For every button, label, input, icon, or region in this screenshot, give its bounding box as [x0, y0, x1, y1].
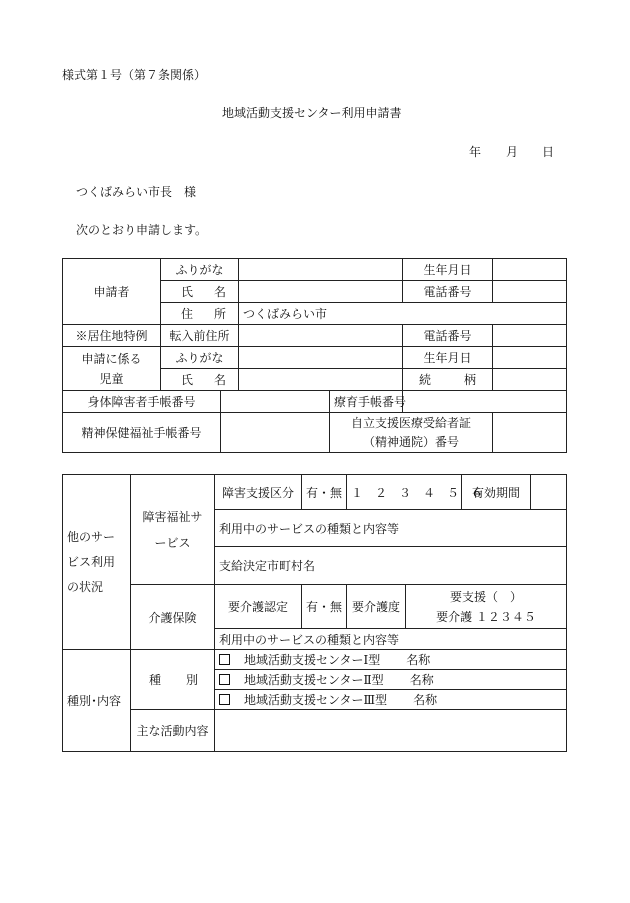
address-label	[161, 303, 239, 325]
main-activity-field[interactable]	[215, 710, 567, 752]
care-need-option: 要介護 １２３４５	[436, 609, 536, 624]
other-services-line2: ビス利用	[67, 554, 116, 569]
name-label-b: 名	[214, 285, 227, 299]
child-label-line1: 申請に係る	[81, 351, 142, 366]
type3-checkbox[interactable]	[219, 694, 230, 705]
applicant-label: 申請者	[63, 259, 161, 325]
dob-label: 生年月日	[403, 259, 493, 281]
name-label-a: 氏	[181, 285, 194, 299]
form-number: 様式第１号（第７条関係）	[62, 68, 207, 82]
type1-checkbox[interactable]	[219, 654, 230, 665]
child-furigana-field[interactable]	[239, 347, 403, 369]
residence-special-label: ※居住地特例	[63, 325, 161, 347]
main-activity-label: 主な活動内容	[131, 710, 215, 752]
child-name-label-a: 氏	[181, 373, 194, 387]
furigana-label: ふりがな	[161, 259, 239, 281]
name-field[interactable]	[239, 281, 403, 303]
relation-field[interactable]	[493, 369, 567, 391]
relation-label-b: 柄	[464, 373, 477, 387]
date-month-label: 月	[506, 145, 519, 159]
other-services-line3: の状況	[67, 579, 104, 594]
care-level-label: 要介護度	[347, 585, 406, 629]
validity-field[interactable]	[531, 475, 567, 510]
child-name-label-b: 名	[214, 373, 227, 387]
mental-health-label: 精神保健福祉手帳番号	[63, 413, 221, 453]
type3-option[interactable]	[215, 690, 567, 710]
welfare-service-label	[131, 475, 215, 585]
type3-name-label: 名称	[413, 693, 438, 707]
child-label-line2: 児童	[99, 371, 124, 386]
date-year-label: 年	[469, 145, 482, 159]
date-day-label: 日	[542, 145, 555, 159]
care-cert-label: 要介護認定	[215, 585, 302, 629]
name-label	[161, 281, 239, 303]
services-in-use-field[interactable]	[215, 510, 567, 547]
physical-disability-field[interactable]	[221, 391, 330, 413]
phone-field[interactable]	[493, 281, 567, 303]
type-label-a: 種	[149, 673, 162, 687]
care-services-in-use-field[interactable]	[215, 629, 567, 650]
support-category-levels[interactable]: １ ２ ３ ４ ５ ６	[347, 475, 462, 510]
mental-health-field[interactable]	[221, 413, 330, 453]
support-medical-line2: （精神通院）番号	[363, 434, 460, 449]
services-table	[62, 474, 567, 752]
relation-label	[403, 369, 493, 391]
type1-label: 地域活動支援センターⅠ型	[244, 653, 381, 667]
addressee: つくばみらい市長 様	[76, 185, 197, 199]
dob-field[interactable]	[493, 259, 567, 281]
relation-label-a: 続	[419, 373, 432, 387]
previous-address-label: 転入前住所	[161, 325, 239, 347]
welfare-service-line2: ービス	[154, 535, 191, 550]
type1-name-label: 名称	[406, 653, 431, 667]
ryoiku-label: 療育手帳番号	[330, 391, 403, 413]
child-label	[63, 347, 161, 391]
child-dob-field[interactable]	[493, 347, 567, 369]
care-level-field[interactable]	[406, 585, 567, 629]
address-label-b: 所	[214, 307, 227, 321]
page-title: 地域活動支援センター利用申請書	[222, 106, 402, 120]
type-label-b: 別	[185, 673, 198, 687]
other-services-line1: 他のサー	[67, 529, 116, 544]
type1-option[interactable]	[215, 650, 567, 670]
support-category-label: 障害支援区分	[215, 475, 302, 510]
other-services-label	[63, 475, 131, 650]
type3-label: 地域活動支援センターⅢ型	[244, 693, 388, 707]
child-name-field[interactable]	[239, 369, 403, 391]
furigana-field[interactable]	[239, 259, 403, 281]
municipality-label: 支給決定市町村名	[219, 559, 316, 573]
address-value: つくばみらい市	[243, 307, 328, 321]
type2-label: 地域活動支援センターⅡ型	[244, 673, 384, 687]
type2-checkbox[interactable]	[219, 674, 230, 685]
address-label-a: 住	[181, 307, 194, 321]
child-furigana-label: ふりがな	[161, 347, 239, 369]
type2-name-label: 名称	[409, 673, 434, 687]
applicant-table	[62, 258, 567, 453]
child-name-label	[161, 369, 239, 391]
intro-text: 次のとおり申請します。	[76, 223, 208, 237]
type-content-label: 種別･内容	[63, 650, 131, 752]
municipality-field[interactable]	[215, 547, 567, 585]
support-need-option: 要支援（ ）	[450, 589, 523, 604]
child-dob-label: 生年月日	[403, 347, 493, 369]
validity-label: 有効期間	[462, 475, 531, 510]
welfare-service-line1: 障害福祉サ	[142, 509, 203, 524]
phone2-field[interactable]	[493, 325, 567, 347]
care-insurance-label: 介護保険	[131, 585, 215, 650]
support-medical-field[interactable]	[493, 413, 567, 453]
type-label	[131, 650, 215, 710]
type2-option[interactable]	[215, 670, 567, 690]
support-medical-line1: 自立支援医療受給者証	[351, 415, 472, 430]
phone2-label: 電話番号	[403, 325, 493, 347]
physical-disability-label: 身体障害者手帳番号	[63, 391, 221, 413]
services-in-use-label: 利用中のサービスの種類と内容等	[219, 521, 400, 536]
support-category-yes-no[interactable]: 有・無	[302, 475, 347, 510]
support-medical-label	[330, 413, 493, 453]
previous-address-field[interactable]	[239, 325, 403, 347]
care-services-in-use-label: 利用中のサービスの種類と内容等	[219, 632, 400, 647]
ryoiku-field[interactable]	[403, 391, 567, 413]
care-cert-yes-no[interactable]: 有・無	[302, 585, 347, 629]
address-field[interactable]	[239, 303, 567, 325]
phone-label: 電話番号	[403, 281, 493, 303]
